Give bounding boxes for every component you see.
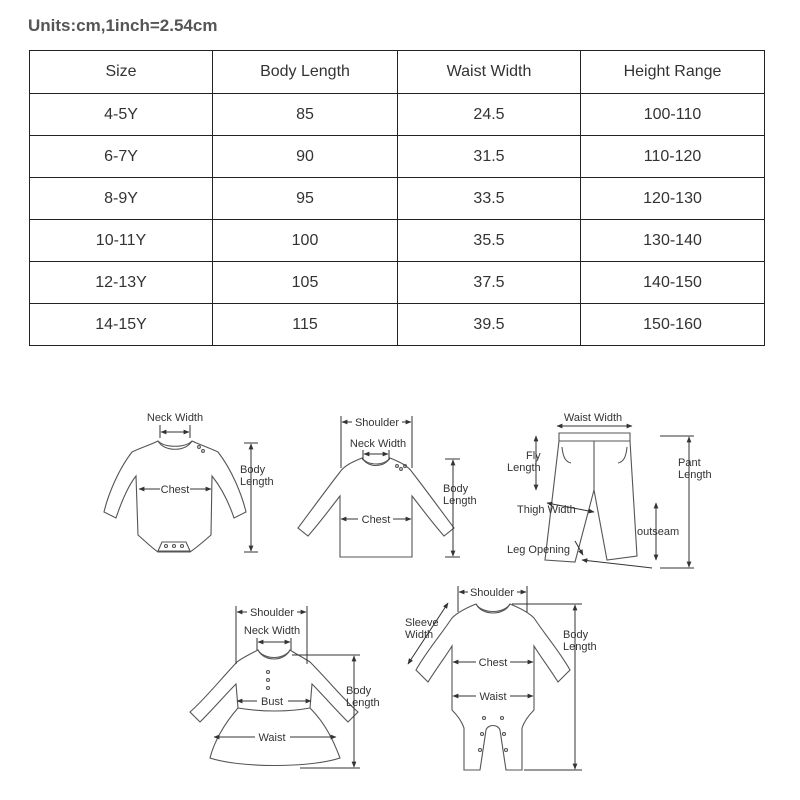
label-chest: Chest: [478, 657, 508, 669]
label-body: Body: [240, 464, 266, 476]
table-row: [30, 304, 765, 346]
header-height-range: Height Range: [581, 51, 765, 94]
label-body: Body: [346, 685, 372, 697]
cell-size: 14-15Y: [30, 304, 213, 346]
label-sleeve: Sleeve: [405, 617, 439, 629]
label-body: Body: [443, 483, 469, 495]
cell-waist-width: 31.5: [398, 136, 581, 178]
cell-size: 6-7Y: [30, 136, 213, 178]
table-row: [30, 220, 765, 262]
cell-size: 10-11Y: [30, 220, 213, 262]
label-thigh-width: Thigh Width: [517, 504, 576, 516]
label-bust: Bust: [260, 696, 284, 708]
cell-height-range: 150-160: [581, 304, 765, 346]
pants-diagram: [507, 412, 712, 568]
label-pant-length: Length: [678, 469, 712, 481]
label-fly-length: Length: [507, 462, 541, 474]
cell-height-range: 130-140: [581, 220, 765, 262]
table-row: [30, 178, 765, 220]
label-length: Length: [443, 495, 477, 507]
dress-diagram: [190, 606, 380, 768]
cell-body-length: 105: [213, 262, 398, 304]
cell-size: 4-5Y: [30, 94, 213, 136]
table-row: [30, 262, 765, 304]
label-waist-width: Waist Width: [563, 412, 623, 424]
label-waist: Waist: [258, 732, 286, 744]
table-row: [30, 136, 765, 178]
label-outseam: outseam: [637, 526, 680, 538]
label-shoulder: Shoulder: [249, 607, 295, 619]
header-body-length: Body Length: [213, 51, 398, 94]
header-waist-width: Waist Width: [398, 51, 581, 94]
cell-height-range: 100-110: [581, 94, 765, 136]
label-fly: Fly: [526, 450, 541, 462]
cell-size: 8-9Y: [30, 178, 213, 220]
table-row: [30, 94, 765, 136]
cell-height-range: 140-150: [581, 262, 765, 304]
romper-diagram: [405, 586, 597, 770]
label-neck-width: Neck Width: [349, 438, 407, 450]
measurement-diagrams: [0, 390, 800, 800]
cell-body-length: 90: [213, 136, 398, 178]
units-note: Units:cm,1inch=2.54cm: [28, 16, 218, 35]
cell-size: 12-13Y: [30, 262, 213, 304]
cell-body-length: 95: [213, 178, 398, 220]
label-neck-width: Neck Width: [243, 625, 301, 637]
label-body: Body: [563, 629, 589, 641]
cell-waist-width: 37.5: [398, 262, 581, 304]
label-pant: Pant: [678, 457, 701, 469]
cell-height-range: 120-130: [581, 178, 765, 220]
bodysuit-diagram: [104, 412, 274, 552]
label-chest: Chest: [160, 484, 190, 496]
label-waist: Waist: [479, 691, 507, 703]
cell-body-length: 115: [213, 304, 398, 346]
cell-body-length: 100: [213, 220, 398, 262]
label-chest: Chest: [361, 514, 391, 526]
cell-waist-width: 24.5: [398, 94, 581, 136]
label-length: Length: [563, 641, 597, 653]
label-length: Length: [346, 697, 380, 709]
label-shoulder: Shoulder: [469, 587, 515, 599]
label-length: Length: [240, 476, 274, 488]
label-sleeve-width: Width: [405, 629, 434, 641]
size-chart-table: [29, 50, 765, 346]
label-neck-width: Neck Width: [146, 412, 204, 424]
header-size: Size: [30, 51, 213, 94]
cell-waist-width: 39.5: [398, 304, 581, 346]
shirt-diagram: [298, 416, 477, 557]
cell-height-range: 110-120: [581, 136, 765, 178]
cell-body-length: 85: [213, 94, 398, 136]
label-shoulder: Shoulder: [354, 417, 400, 429]
label-leg-opening: Leg Opening: [507, 544, 570, 556]
cell-waist-width: 33.5: [398, 178, 581, 220]
cell-waist-width: 35.5: [398, 220, 581, 262]
table-header-row: [30, 51, 765, 94]
